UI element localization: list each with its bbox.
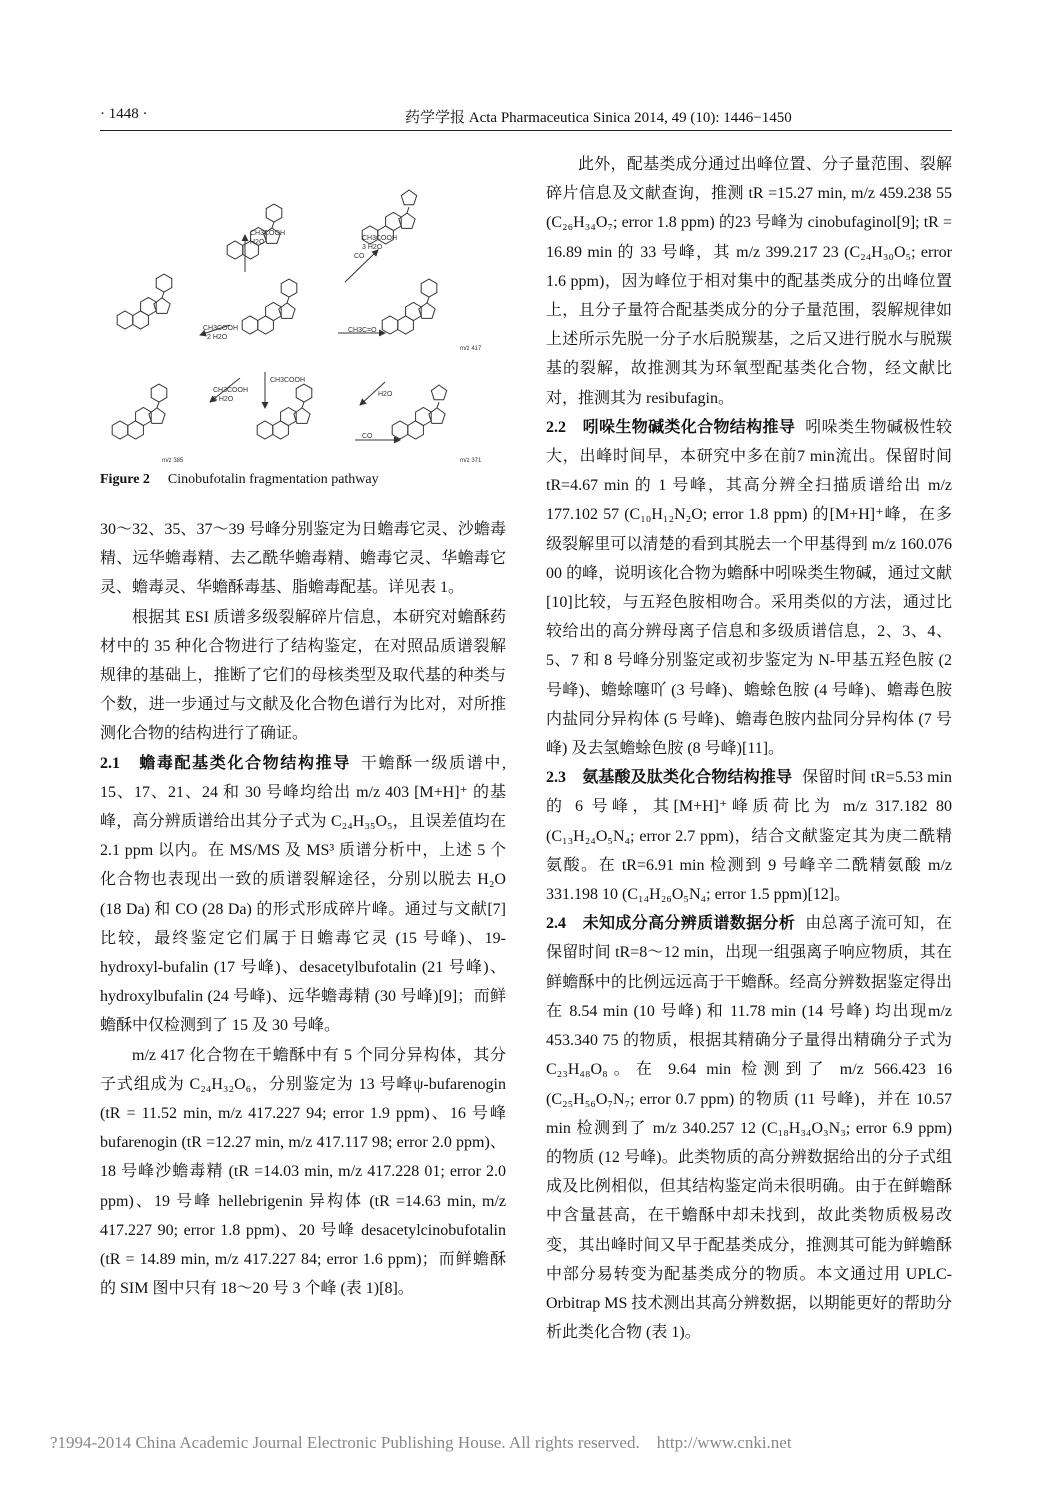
ring: [117, 311, 133, 329]
ring: [136, 408, 152, 426]
molecule-structure: [382, 279, 437, 334]
paragraph: 此外，配基类成分通过出峰位置、分子量范围、裂解碎片信息及文献查询，推测 tR =15.27 min, m/z 459.238 55 (C₂₆H₃₄O₇; error 1.8 ppm) 的23 号峰为 cinobufaginol[9]; tR = 16.89 min 的 33 号峰，其 m/z 399.217 23 (C₂₄H₃₀O₅; error 1.6 ppm)，因为峰位于相对集中的配基类成分的出峰位置上，且分子量符合配基类成分的分子量范围，裂解规律如上述所示先脱一分子水后脱羰基，之后又进行脱水与脱羰基的裂解，故推测其为环氧型配基类化合物，经文献比对，推测其为 resibufagin。: [546, 156, 952, 407]
ring: [416, 408, 432, 426]
section-heading: 2.2 吲哚生物碱类化合物结构推导: [546, 418, 796, 436]
paragraph: 根据其 ESI 质谱多级裂解碎片信息，本研究对蟾酥药材中的 35 种化合物进行了结构鉴定，在对照品质谱裂解规律的基础上，推断了它们的母核类型及取代基的种类与个数，进一步通过与文献及化合物色谱行为比对，对所推测化合物的结构进行了确证。: [100, 608, 506, 743]
reagent-label: CO: [362, 433, 373, 440]
section-text: 保留时间 tR=5.53 min 的 6 号峰，其[M+H]⁺峰质荷比为 m/z 317.182 80 (C₁₃H₂₄O₅N₄; error 2.7 ppm)，结合文献鉴定其为庚二酰精氨酸。在 tR=6.91 min 检测到 9 号峰辛二酰精氨酸 m/z 331.198 10 (C₁₄H₂₆O₅N₄; error 1.5 ppm)[12]。: [546, 769, 952, 904]
lactone-ring: [401, 190, 416, 205]
ring: [257, 421, 273, 439]
section-heading: 2.4 未知成分高分辨质谱数据分析: [546, 915, 796, 933]
paragraph: 30～32、35、37～39 号峰分别鉴定为日蟾毒它灵、沙蟾毒精、远华蟾毒精、去乙酰华蟾毒精、蟾毒它灵、华蟾毒它灵、蟾毒灵、华蟾酥毒基、脂蟾毒配基。详见表 1。: [100, 521, 506, 597]
reagent-label: H2O: [250, 239, 265, 246]
ring: [141, 298, 157, 316]
ring: [112, 421, 128, 439]
footer: [50, 1433, 792, 1453]
mz-label: m/z 417: [460, 346, 482, 352]
section-text: 由总离子流可知，在保留时间 tR=8～12 min，出现一组强离子响应物质，其在鲜蟾酥中的比例远远高于干蟾酥。经高分辨数据鉴定得出在 8.54 min (10 号峰) 和 11.78 min (14 号峰) 均出现m/z 453.340 75 的物质，根据其精确分子量得出精确分子式为 C₂₃H₄₈O₈。在 9.64 min 检测到了 m/z 566.423 16 (C₂₅H₅₆O₇N₇; error 0.7 ppm) 的物质 (11 号峰)，并在 10.57 min 检测到了 m/z 340.257 12 (C₁₈H₃₄O₃N₃; error 6.9 ppm) 的物质 (12 号峰)。此类物质的高分辨数据给出的分子式组成及比例相似，但其结构鉴定尚未很明确。由于在鲜蟾酥中含量甚高，在干蟾酥中却未找到，故此类物质极易改变，其出峰时间又早于配基类成分，推测其可能为鲜蟾酥中部分易转变为配基类成分的物质。本文通过用 UPLC-Orbitrap MS 技术测出其高分辨数据，以期能更好的帮助分析此类化合物 (表 1)。: [546, 915, 952, 1342]
lactone-ring: [421, 279, 437, 297]
molecule-structure: [242, 279, 297, 334]
lactone-ring: [281, 279, 297, 297]
ring: [382, 316, 398, 334]
ring: [266, 303, 282, 321]
ring: [242, 316, 258, 334]
reagent-label: CH3COOH: [270, 377, 306, 384]
reagent-label: CH3COOH: [213, 387, 249, 394]
figure-label: Figure 2: [100, 472, 150, 487]
header-rule: [100, 130, 952, 131]
mz-label: m/z 385: [162, 458, 184, 464]
reagent-label: CH3COOH: [203, 325, 239, 332]
molecule-structure: [112, 384, 167, 439]
ring: [386, 213, 402, 231]
section-2-4: [546, 909, 952, 1347]
right-column: [546, 150, 952, 1347]
left-column: [100, 515, 506, 1303]
reagent-label: 3 H2O: [362, 244, 383, 251]
section-2-1: [100, 749, 506, 1041]
reagent-label: CH3C=O: [348, 327, 377, 334]
ring: [281, 408, 297, 426]
lactone-ring: [296, 384, 312, 402]
figure-caption-text: Cinobufotalin fragmentation pathway: [167, 472, 379, 487]
section-heading: 2.3 氨基酸及肽类化合物结构推导: [546, 769, 793, 787]
fragmentation-pathway-figure: [100, 140, 530, 465]
molecule-structure: [117, 274, 172, 329]
page-number: · 1448 ·: [100, 106, 148, 122]
ring: [392, 421, 408, 439]
ring: [227, 241, 243, 259]
journal-header: 药学学报 Acta Pharmaceutica Sinica 2014, 49 (10): 1446−1450: [405, 110, 792, 126]
footer-url: http://www.cnki.net: [656, 1433, 792, 1452]
copyright-notice: ?1994-2014 China Academic Journal Electronic Publishing House. All rights reserved.: [50, 1433, 640, 1452]
lactone-ring: [156, 274, 172, 292]
ring: [406, 303, 422, 321]
lactone-ring: [266, 204, 282, 222]
section-text: 吲哚类生物碱极性较大，出峰时间早，本研究中多在前7 min流出。保留时间 tR=4.67 min 的 1 号峰，其高分辨全扫描质谱给出 m/z 177.102 57 (C₁₀H₁₂N₂O; error 1.8 ppm) 的[M+H]⁺峰，在多级裂解里可以清楚的看到其脱去一个甲基得到 m/z 160.076 00 的峰，说明该化合物为蟾酥中吲哚类生物碱，通过文献[10]比较，与五羟色胺相吻合。采用类似的方法，通过比较给出的高分辨母离子信息和多级质谱信息，2、3、4、5、7 和 8 号峰分别鉴定或初步鉴定为 N-甲基五羟色胺 (2 号峰)、蟾蜍噻吖 (3 号峰)、蟾蜍色胺 (4 号峰)、蟾毒色胺内盐同分异构体 (5 号峰)、蟾毒色胺内盐同分异构体 (7 号峰) 及去氢蟾蜍色胺 (8 号峰)[11]。: [546, 418, 952, 758]
section-2-3: [546, 763, 952, 909]
lactone-ring: [431, 385, 446, 400]
paragraph: m/z 417 化合物在干蟾酥中有 5 个同分异构体，其分子式组成为 C₂₄H₃₂O₆，分别鉴定为 13 号峰ψ-bufarenogin (tR = 11.52 min, m/z 417.227 94; error 1.9 ppm)、16 号峰 bufarenogin (tR =12.27 min, m/z 417.117 98; error 2.0 ppm)、18 号峰沙蟾毒精 (tR =14.03 min, m/z 417.228 01; error 2.0 ppm)、19 号峰 hellebrigenin 异构体 (tR =14.63 min, m/z 417.227 90; error 1.8 ppm)、20 号峰 desacetylcinobufotalin (tR = 14.89 min, m/z 417.227 84; error 1.6 ppm)；而鲜蟾酥的 SIM 图中只有 18～20 号 3 个峰 (表 1)[8]。: [100, 1046, 506, 1298]
reagent-label: CH3COOH: [362, 235, 398, 242]
mz-label: m/z 371: [460, 458, 482, 464]
reagent-label: CH3COOH: [250, 230, 286, 237]
molecule-structure: [392, 385, 447, 439]
section-heading: 2.1 蟾毒配基类化合物结构推导: [100, 754, 351, 772]
figure-caption: [100, 472, 379, 488]
lactone-ring: [151, 384, 167, 402]
reagent-label: 3 H2O: [213, 396, 234, 403]
reagent-label: 2 H2O: [207, 334, 228, 341]
section-2-2: [546, 413, 952, 763]
reagent-label: H2O: [378, 391, 393, 398]
reagent-label: CO: [354, 253, 365, 260]
section-text: 干蟾酥一级质谱中, 15、17、21、24 和 30 号峰均给出 m/z 403 [M+H]⁺ 的基峰，高分辨质谱给出其分子式为 C₂₄H₃₅O₅，且误差值均在 2.1 ppm 以内。在 MS/MS 及 MS³ 质谱分析中，上述 5 个化合物也表现出一致的质谱裂解途径，分别以脱去 H₂O (18 Da) 和 CO (28 Da) 的形式形成碎片峰。通过与文献[7]比较，最终鉴定它们属于日蟾毒它灵 (15 号峰)、19-hydroxyl-bufalin (17 号峰)、desacetylbufotalin (21 号峰)、hydroxylbufalin (24 号峰)、远华蟾毒精 (30 号峰)[9]；而鲜蟾酥中仅检测到了 15 及 30 号峰。: [100, 754, 506, 1035]
